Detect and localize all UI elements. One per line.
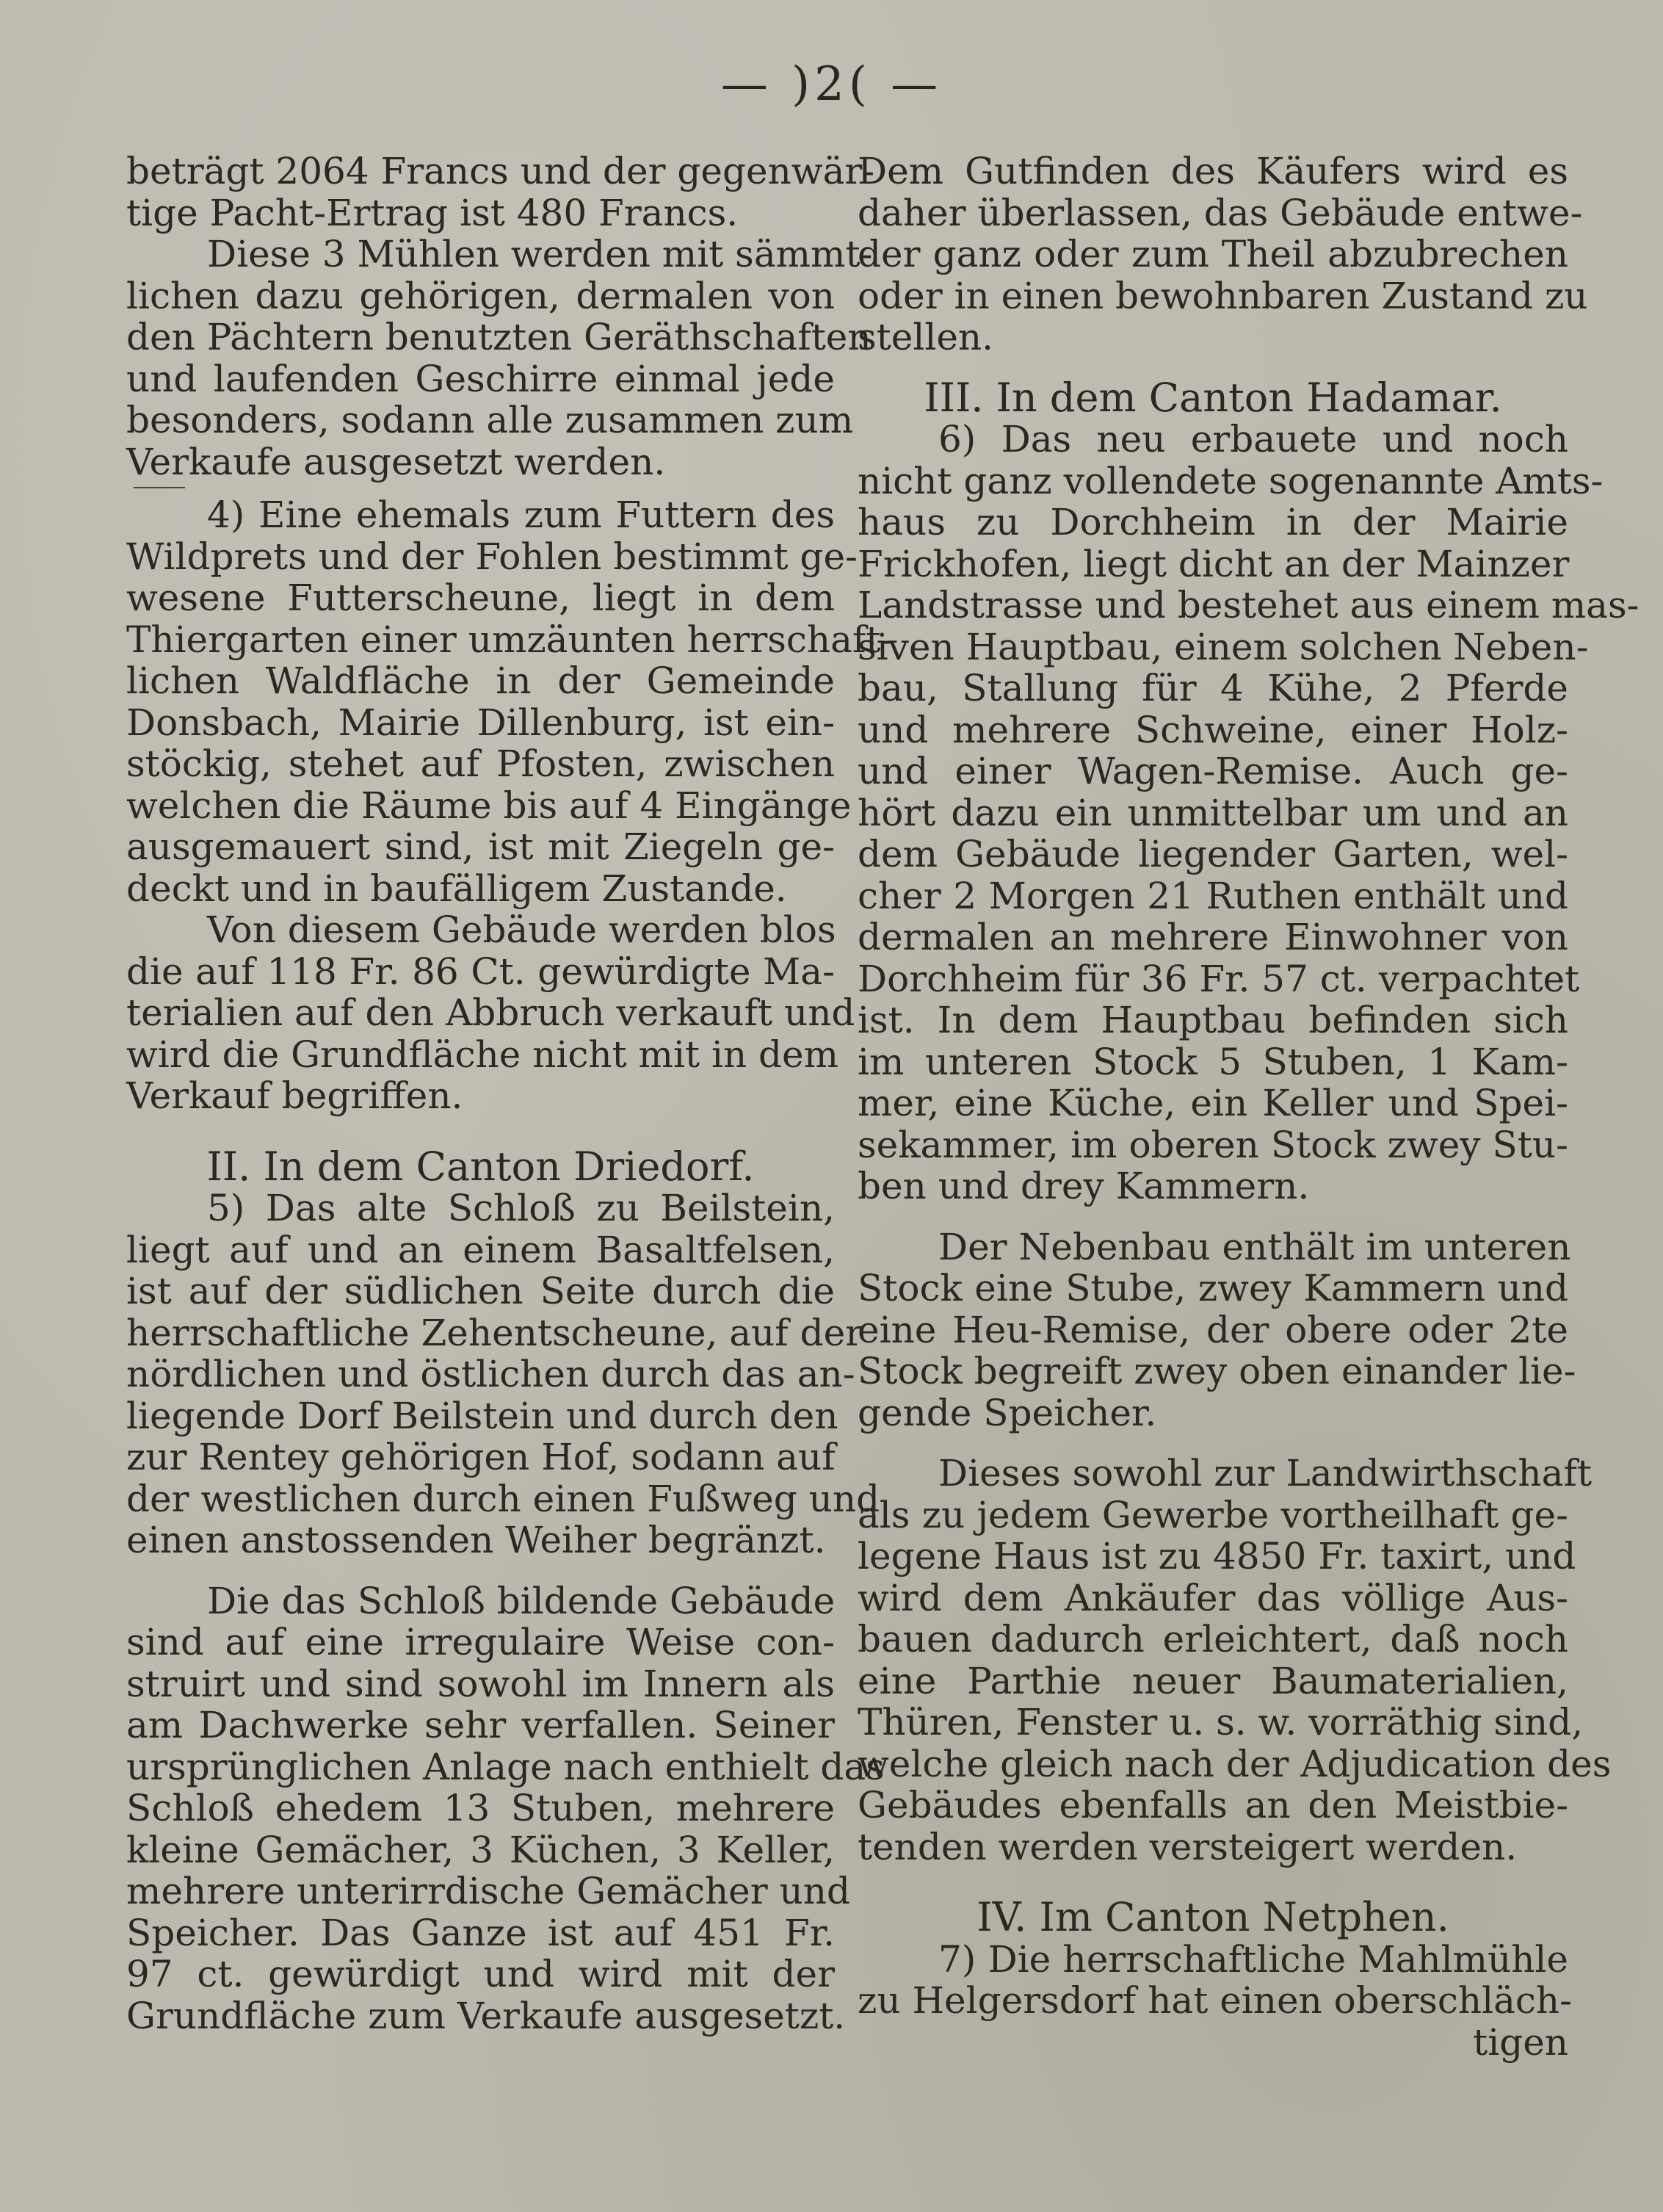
text-line: als zu jedem Gewerbe vortheilhaft ge- [858,1493,1568,1536]
text-line: hört dazu ein unmittelbar um und an [858,791,1568,834]
text-line: sind auf eine irregulaire Weise con- [126,1621,835,1663]
text-line: kleine Gemächer, 3 Küchen, 3 Keller, [126,1828,835,1871]
text-line: wird dem Ankäufer das völlige Aus- [858,1576,1568,1619]
text-line: terialien auf den Abbruch verkauft und [126,991,855,1034]
text-line: der westlichen durch einen Fußweg und [126,1477,880,1520]
text-line: nicht ganz vollendete sogenannte Amts- [858,459,1604,502]
text-line: zur Rentey gehörigen Hof, sodann auf [126,1436,836,1478]
text-line: herrschaftliche Zehentscheune, auf der [126,1311,863,1354]
text-line: ist. In dem Hauptbau befinden sich [858,999,1568,1041]
text-line: einen anstossenden Weiher begränzt. [126,1519,826,1561]
text-line: deckt und in baufälligem Zustande. [126,867,787,910]
text-line: dem Gebäude liegender Garten, wel- [858,833,1568,875]
text-line: Verkauf begriffen. [126,1074,463,1117]
text-line: tenden werden versteigert werden. [858,1825,1518,1868]
text-line: liegende Dorf Beilstein und durch den [126,1394,838,1437]
text-line: bauen dadurch erleichtert, daß noch [858,1618,1568,1660]
text-line: zu Helgersdorf hat einen oberschläch- [858,1979,1573,2022]
text-line: Schloß ehedem 13 Stuben, mehrere [126,1787,835,1829]
text-line: Donsbach, Mairie Dillenburg, ist ein- [126,701,835,744]
text-line: ursprünglichen Anlage nach enthielt das [126,1745,885,1788]
section-heading: III. In dem Canton Hadamar. [924,374,1502,421]
text-line: 97 ct. gewürdigt und wird mit der [126,1953,835,1995]
text-line: Landstrasse und bestehet aus einem mas- [858,584,1640,626]
text-line: Stock begreift zwey oben einander lie- [858,1350,1576,1392]
text-line: wird die Grundfläche nicht mit in dem [126,1033,839,1076]
text-line: die auf 118 Fr. 86 Ct. gewürdigte Ma- [126,950,835,993]
text-line: legene Haus ist zu 4850 Fr. taxirt, und [858,1535,1576,1577]
text-line: besonders, sodann alle zusammen zum [126,399,854,441]
text-line: dermalen an mehrere Einwohner von [858,916,1568,958]
text-line: am Dachwerke sehr verfallen. Seiner [126,1704,835,1746]
left-column [126,150,894,2037]
text-line: eine Heu-Remise, der obere oder 2te [858,1308,1568,1351]
text-line: tige Pacht-Ertrag ist 480 Francs. [126,191,739,234]
text-line: wesene Futterscheune, liegt in dem [126,577,835,619]
text-line: Wildprets und der Fohlen bestimmt ge- [126,535,858,578]
text-line: Gebäudes ebenfalls an den Meistbie- [858,1784,1568,1826]
text-line: daher überlassen, das Gebäude entwe- [858,191,1583,234]
text-line: Stock eine Stube, zwey Kammern und [858,1267,1568,1309]
text-line: ausgemauert sind, ist mit Ziegeln ge- [126,825,835,868]
text-line: lichen Waldfläche in der Gemeinde [126,659,835,702]
text-line: Verkaufe ausgesetzt werden. [126,440,666,483]
text-line: Thüren, Fenster u. s. w. vorräthig sind, [858,1701,1584,1743]
catchword: tigen [1473,2020,1568,2064]
text-line: lichen dazu gehörigen, dermalen von [126,274,835,317]
text-line: 5) Das alte Schloß zu Beilstein, [207,1187,835,1229]
text-line: oder in einen bewohnbaren Zustand zu [858,274,1588,317]
text-line: siven Hauptbau, einem solchen Neben- [858,625,1589,668]
divider [134,487,185,488]
text-line: Die das Schloß bildende Gebäude [207,1579,836,1622]
text-line: den Pächtern benutzten Geräthschaften [126,316,872,358]
text-line: struirt und sind sowohl im Innern als [126,1662,835,1705]
text-line: Frickhofen, liegt dicht an der Mainzer [858,542,1570,585]
spacer [858,1868,1568,1897]
spacer [126,1561,835,1580]
text-line: stöckig, stehet auf Pfosten, zwischen [126,742,835,785]
spacer [126,1117,835,1146]
text-line: sekammer, im oberen Stock zwey Stu- [858,1123,1568,1166]
section-heading: IV. Im Canton Netphen. [977,1894,1449,1940]
spacer [858,1434,1568,1453]
text-line: 7) Die herrschaftliche Mahlmühle [938,1937,1568,1981]
text-line: und einer Wagen-Remise. Auch ge- [858,750,1568,792]
text-line: haus zu Dorchheim in der Mairie [858,501,1568,543]
text-line: Von diesem Gebäude werden blos [207,908,836,951]
text-line: welche gleich nach der Adjudication des [858,1742,1612,1785]
right-column [858,150,1640,2064]
spacer [858,1207,1568,1226]
text-line: eine Parthie neuer Baumaterialien, [858,1659,1568,1702]
text-line: mer, eine Küche, ein Keller und Spei- [858,1082,1568,1124]
text-line: ist auf der südlichen Seite durch die [126,1270,835,1312]
text-line: Grundfläche zum Verkaufe ausgesetzt. [126,1994,846,2037]
section-heading: II. In dem Canton Driedorf. [206,1143,755,1190]
text-line: cher 2 Morgen 21 Ruthen enthält und [858,874,1568,917]
text-line: Dem Gutfinden des Käufers wird es [858,150,1568,192]
text-line: gende Speicher. [858,1391,1157,1434]
text-line: stellen. [858,316,994,358]
text-line: ben und drey Kammern. [858,1165,1310,1207]
text-line: der ganz oder zum Theil abzubrechen [858,233,1568,275]
text-line: 4) Eine ehemals zum Futtern des [207,494,835,536]
text-line: bau, Stallung für 4 Kühe, 2 Pferde [858,667,1568,709]
text-line: 6) Das neu erbauete und noch [938,418,1568,460]
text-line: Dorchheim für 36 Fr. 57 ct. verpachtet [858,957,1580,1000]
text-line: Dieses sowohl zur Landwirthschaft [938,1452,1593,1494]
text-line: liegt auf und an einem Basaltfelsen, [126,1228,835,1271]
text-line: nördlichen und östlichen durch das an- [126,1353,855,1395]
text-line: Thiergarten einer umzäunten herrschaft- [126,618,894,661]
text-line: und laufenden Geschirre einmal jede [126,357,835,400]
page-number-header: — )2( — [720,57,943,112]
text-line: Speicher. Das Ganze ist auf 451 Fr. [126,1911,835,1954]
text-line: mehrere unterirrdische Gemächer und [126,1870,850,1912]
text-line: Diese 3 Mühlen werden mit sämmt- [207,233,873,275]
text-line: im unteren Stock 5 Stuben, 1 Kam- [858,1040,1568,1083]
text-line: Der Nebenbau enthält im unteren [938,1225,1571,1268]
text-line: und mehrere Schweine, einer Holz- [858,708,1568,751]
text-line: beträgt 2064 Francs und der gegenwär- [126,150,875,192]
text-line: welchen die Räume bis auf 4 Eingänge [126,784,852,827]
